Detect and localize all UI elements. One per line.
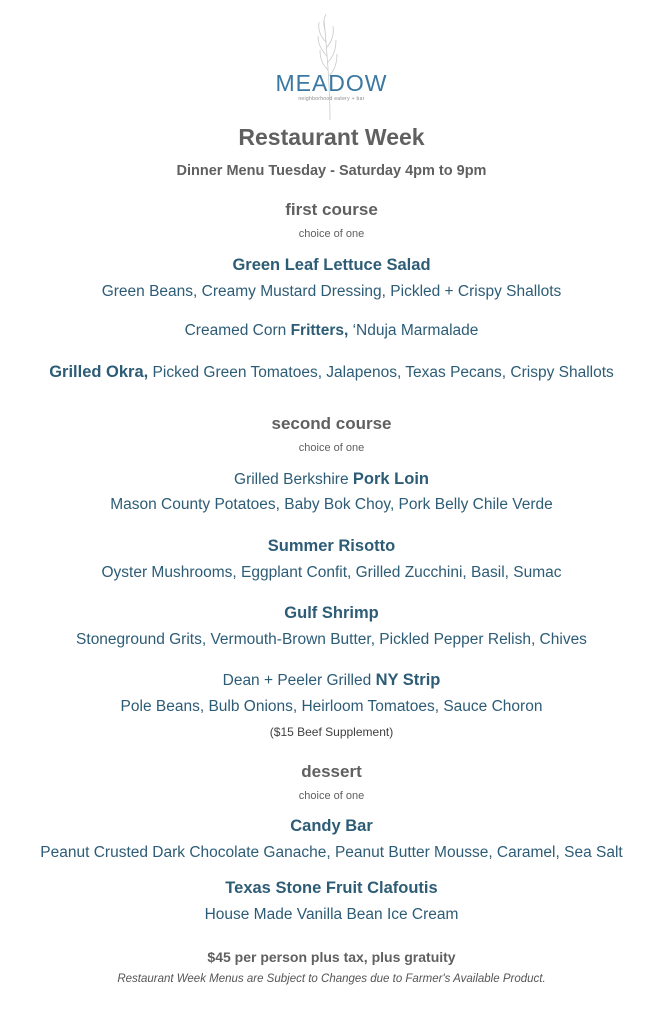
logo-name: MEADOW [275,70,388,96]
dish-description: House Made Vanilla Bean Ice Cream [204,906,459,923]
dessert-heading: dessert [301,762,362,781]
logo-tagline: neighborhood eatery + bar [298,96,365,102]
dish-name: Summer Risotto [267,537,396,555]
dish-name: Green Leaf Lettuce Salad [232,256,431,274]
dish-description: Mason County Potatoes, Baby Bok Choy, Pork Belly Chile Verde [110,496,553,513]
supplement-note: ($15 Beef Supplement) [269,725,394,739]
menu-hours: Dinner Menu Tuesday - Saturday 4pm to 9pm [176,163,487,179]
price-line: $45 per person plus tax, plus gratuity [207,949,456,965]
dish-line [0,671,663,690]
dish-name: Candy Bar [290,817,373,835]
dish-prefix: Dean + Peeler Grilled [222,672,376,689]
dish-line [0,363,663,382]
dish-description: Stoneground Grits, Vermouth-Brown Butter, Pickled Pepper Relish, Chives [76,631,587,648]
dish-prefix: Grilled Berkshire [234,471,353,488]
dish-name: Pork Loin [352,470,429,488]
dish-line [0,470,663,489]
dish-description: ‘Nduja Marmalade [348,322,479,339]
wheat-icon [290,12,370,122]
dish-line [0,322,663,340]
logo [0,12,663,122]
dish-description: Picked Green Tomatoes, Jalapenos, Texas Pecans, Crispy Shallots [148,364,614,381]
dish-name: Grilled Okra, [49,363,149,381]
dish-prefix: Creamed Corn [184,322,291,339]
first-course-choice: choice of one [298,228,365,240]
dish-description: Peanut Crusted Dark Chocolate Ganache, Peanut Butter Mousse, Caramel, Sea Salt [40,844,623,861]
page-title: Restaurant Week [238,124,425,150]
dish-description: Green Beans, Creamy Mustard Dressing, Pickled + Crispy Shallots [101,283,562,300]
first-course-heading: first course [285,200,378,219]
disclaimer: Restaurant Week Menus are Subject to Changes due to Farmer's Available Product. [117,973,546,985]
second-course-heading: second course [271,414,392,433]
dish-name: Fritters, [290,322,349,339]
dish-description: Oyster Mushrooms, Eggplant Confit, Grilled Zucchini, Basil, Sumac [101,564,562,581]
dish-name: Texas Stone Fruit Clafoutis [225,879,438,897]
dish-description: Pole Beans, Bulb Onions, Heirloom Tomatoes, Sauce Choron [120,698,543,715]
dish-name: NY Strip [375,671,441,689]
dish-name: Gulf Shrimp [284,604,379,622]
dessert-choice: choice of one [298,790,365,802]
second-course-choice: choice of one [298,442,365,454]
